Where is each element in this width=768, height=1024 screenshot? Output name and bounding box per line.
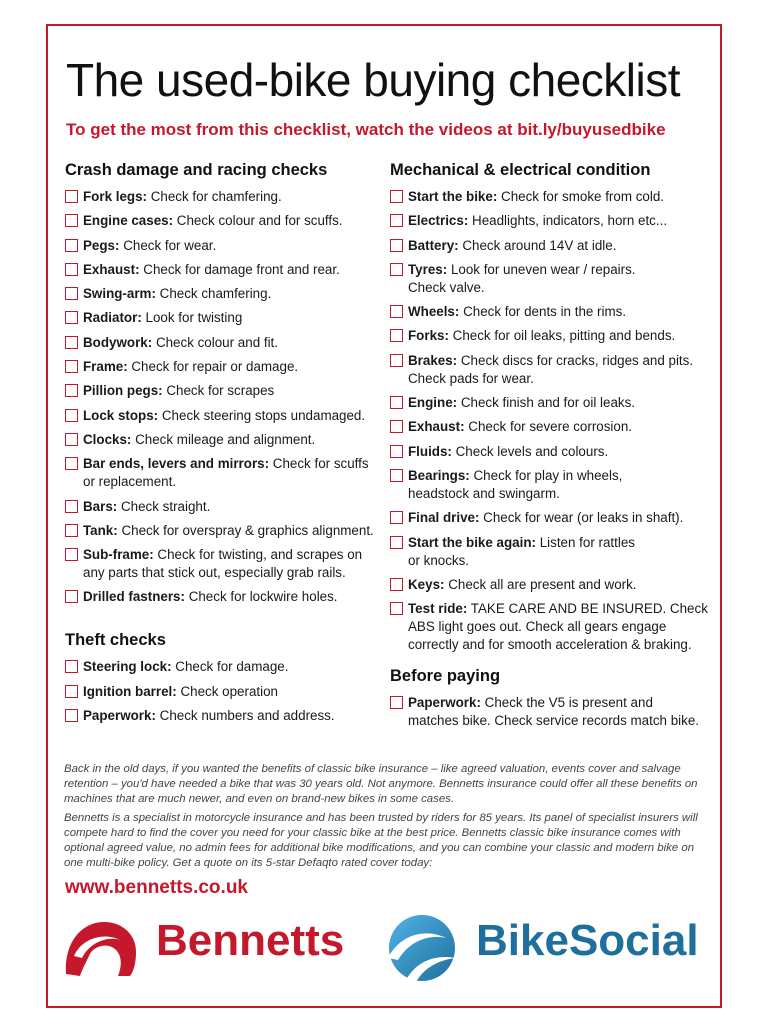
checklist-item-text [83, 498, 210, 516]
checklist-item-label: Sub-frame: [83, 547, 154, 563]
checklist-item-label: Pillion pegs: [83, 383, 163, 399]
checkbox-icon[interactable] [65, 709, 78, 722]
checklist-item [390, 576, 708, 594]
checklist-item [65, 546, 383, 582]
checklist-item-text [408, 394, 635, 412]
checkbox-icon[interactable] [390, 578, 403, 591]
checklist-item-description: Check for scrapes [166, 383, 275, 399]
checklist-item-text [83, 522, 374, 540]
checklist-item-label: Engine cases: [83, 213, 174, 229]
checklist-item [390, 394, 708, 412]
checklist-item-description: Check colour and for scuffs. [176, 213, 343, 229]
checklist-item [65, 658, 383, 676]
checklist-item [390, 467, 708, 503]
checklist-item [65, 407, 383, 425]
checklist-item-text [83, 334, 278, 352]
checklist-item-label: Exhaust: [83, 261, 140, 277]
checklist-item-description: Check for twisting, and scrapes on [157, 547, 363, 563]
checklist-item-label: Frame: [83, 359, 128, 375]
bennetts-url-link[interactable]: www.bennetts.co.uk [65, 877, 248, 898]
checklist-item [390, 303, 708, 321]
checklist-item-description: Check for overspray & graphics alignment. [121, 522, 374, 538]
checklist-item-text [83, 309, 242, 327]
checklist-item-description: Listen for rattles [539, 534, 635, 550]
checklist-item-label: Steering lock: [83, 659, 172, 675]
checklist-item-text [408, 188, 664, 206]
checkbox-icon[interactable] [65, 384, 78, 397]
checklist-item-description: Check for dents in the rims. [463, 304, 627, 320]
checklist-item [65, 358, 383, 376]
checkbox-icon[interactable] [65, 214, 78, 227]
checklist-item-text [83, 407, 365, 425]
checklist-item-description: Check straight. [120, 498, 211, 514]
checklist-item-label: Bars: [83, 498, 118, 514]
checklist-item [390, 534, 708, 570]
checklist-item [65, 309, 383, 327]
insurance-paragraph-1: Back in the old days, if you wanted the benefits of classic bike insurance – like agreed valuation, events cover and salvage retention – you'd have needed a bike that was 30 years old. Not anymore. Bennetts insurance could offer all these benefits on machines that are much newer, and even on brand-new bikes in some cases. [64, 763, 698, 805]
checkbox-icon[interactable] [390, 469, 403, 482]
checklist-item-description: Check mileage and alignment. [135, 431, 316, 447]
checkbox-icon[interactable] [65, 336, 78, 349]
checklist-item-description: Check for repair or damage. [131, 359, 299, 375]
checkbox-icon[interactable] [65, 360, 78, 373]
checkbox-icon[interactable] [390, 536, 403, 549]
checklist-item-description: Check for smoke from cold. [501, 189, 665, 204]
checklist-item-description: Look for twisting [145, 310, 243, 326]
checkbox-icon[interactable] [65, 190, 78, 203]
checklist-item [390, 418, 708, 436]
checkbox-icon[interactable] [65, 263, 78, 276]
checkbox-icon[interactable] [390, 239, 403, 252]
checklist-item-description: Check for play in wheels, [473, 467, 623, 483]
checklist-item-text [83, 358, 298, 376]
checklist-item-description: Check for oil leaks, pitting and bends. [452, 328, 676, 344]
checklist-item-text [408, 418, 632, 436]
checklist-item-continuation: headstock and swingarm. [408, 485, 560, 501]
checklist-item-label: Exhaust: [408, 419, 465, 435]
checklist-item-continuation: any parts that stick out, especially grab rails. [83, 565, 346, 581]
theft-list [65, 658, 383, 725]
checklist-item-description: Check steering stops undamaged. [161, 407, 366, 423]
checklist-item-description: Check chamfering. [159, 286, 272, 302]
checkbox-icon[interactable] [390, 214, 403, 227]
checklist-item [390, 694, 708, 730]
checklist-item-label: Bearings: [408, 467, 470, 483]
checkbox-icon[interactable] [390, 263, 403, 276]
checkbox-icon[interactable] [65, 590, 78, 603]
subtitle-link-text[interactable]: To get the most from this checklist, watch the videos at bit.ly/buyusedbike [66, 120, 666, 139]
checklist-item-description: Check operation [180, 683, 278, 699]
checkbox-icon[interactable] [390, 305, 403, 318]
checklist-item-description: Check all are present and work. [448, 576, 637, 592]
checklist-item-continuation: Check pads for wear. [408, 370, 534, 386]
bennetts-swoosh-icon [60, 912, 140, 982]
checkbox-icon[interactable] [390, 696, 403, 709]
checklist-item-text [83, 285, 271, 303]
checklist-item [65, 382, 383, 400]
checklist-item [390, 443, 708, 461]
checklist-item [65, 431, 383, 449]
checklist-item [390, 212, 708, 230]
checklist-item-description: Check numbers and address. [159, 708, 335, 724]
checklist-item-text [83, 261, 340, 279]
checkbox-icon[interactable] [65, 433, 78, 446]
checkbox-icon[interactable] [65, 500, 78, 513]
checklist-item-label: Drilled fastners: [83, 589, 185, 605]
checklist-item-text [83, 683, 278, 701]
crash-heading: Crash damage and racing checks [65, 161, 328, 179]
checklist-item-text [408, 352, 693, 388]
checklist-item-label: Test ride: [408, 601, 468, 617]
checklist-item-text [83, 658, 288, 676]
checklist-item-description: Check the V5 is present and [484, 695, 653, 711]
checklist-item-label: Ignition barrel: [83, 683, 177, 699]
checklist-item-label: Fork legs: [83, 189, 147, 204]
checklist-item [65, 707, 383, 725]
checklist-item [390, 237, 708, 255]
checkbox-icon[interactable] [390, 602, 403, 615]
bikesocial-swoosh-icon [376, 910, 468, 982]
checkbox-icon[interactable] [390, 420, 403, 433]
checklist-item [390, 327, 708, 345]
checklist-item [65, 212, 383, 230]
checkbox-icon[interactable] [65, 685, 78, 698]
checklist-item-description: Check for damage. [175, 659, 289, 675]
checklist-item-label: Final drive: [408, 510, 480, 526]
checklist-item [65, 285, 383, 303]
checklist-item-continuation: ABS light goes out. Check all gears engage [408, 619, 667, 635]
checklist-item-description: Check for chamfering. [150, 189, 282, 204]
checklist-item-text [83, 382, 274, 400]
checklist-item-continuation: Check valve. [408, 279, 485, 295]
checklist-item-continuation: matches bike. Check service records match bike. [408, 713, 699, 729]
checklist-item-text [408, 327, 675, 345]
checklist-item-continuation: correctly and for smooth acceleration & braking. [408, 637, 692, 653]
checklist-item [65, 588, 383, 606]
checklist-item-label: Clocks: [83, 431, 132, 447]
crash-list [65, 188, 383, 606]
checklist-item-label: Swing-arm: [83, 286, 156, 302]
checklist-item-text [408, 600, 708, 654]
checklist-item-label: Paperwork: [83, 708, 156, 724]
checkbox-icon[interactable] [65, 287, 78, 300]
checklist-item-description: Headlights, indicators, horn etc... [472, 213, 668, 229]
checkbox-icon[interactable] [65, 239, 78, 252]
checklist-item-text [408, 303, 626, 321]
checklist-item-text [83, 455, 369, 491]
checklist-item-description: Check for lockwire holes. [188, 589, 338, 605]
checklist-item-label: Tank: [83, 522, 118, 538]
checklist-item-label: Engine: [408, 395, 458, 411]
mechanical-heading: Mechanical & electrical condition [390, 161, 651, 179]
checklist-item [65, 188, 383, 206]
checklist-item-label: Paperwork: [408, 695, 481, 711]
checklist-item [65, 261, 383, 279]
checklist-item [65, 683, 383, 701]
checklist-item-continuation: or replacement. [83, 474, 177, 490]
insurance-paragraph-2: Bennetts is a specialist in motorcycle insurance and has been trusted by riders for 85 years. Its panel of specialist insurers will compete hard to find the cover you need for your classic bike at the best price. Bennetts classic bike insurance comes with optional agreed value, no admin fees for additional bike modifications, and you can combine your classic and modern bike on one multi-bike policy. Get a quote on its 5-star Defaqto rated cover today: [64, 812, 698, 869]
checklist-item-text [83, 588, 338, 606]
checklist-item-label: Battery: [408, 237, 459, 253]
checklist-item-label: Pegs: [83, 237, 120, 253]
checklist-item-text [408, 576, 637, 594]
checkbox-icon[interactable] [390, 354, 403, 367]
left-column [65, 158, 383, 731]
checklist-item-text [83, 707, 335, 725]
checkbox-icon[interactable] [65, 660, 78, 673]
checklist-item-text [408, 467, 622, 503]
checklist-item-description: Check for damage front and rear. [143, 261, 340, 277]
checklist-item-description: Look for uneven wear / repairs. [450, 261, 636, 277]
checklist-item [390, 509, 708, 527]
checklist-item [390, 600, 708, 654]
bikesocial-wordmark: BikeSocial [476, 916, 699, 965]
mechanical-list [390, 188, 708, 654]
checklist-item-label: Tyres: [408, 261, 448, 277]
checklist-item-label: Fluids: [408, 443, 452, 459]
checklist-item-description: Check levels and colours. [455, 443, 609, 459]
checklist-item-label: Radiator: [83, 310, 142, 326]
checklist-item-continuation: or knocks. [408, 552, 470, 568]
checklist-item-description: Check for wear (or leaks in shaft). [483, 510, 684, 526]
checkbox-icon[interactable] [390, 511, 403, 524]
checklist-item [65, 237, 383, 255]
checklist-item-text [408, 534, 635, 570]
checklist-item-text [408, 694, 699, 730]
checklist-item-text [83, 188, 282, 206]
checklist-item [390, 188, 708, 206]
checklist-item [65, 334, 383, 352]
checkbox-icon[interactable] [390, 190, 403, 203]
checkbox-icon[interactable] [390, 329, 403, 342]
checklist-item-label: Start the bike: [408, 189, 498, 204]
checkbox-icon[interactable] [65, 548, 78, 561]
checklist-item-text [83, 212, 343, 230]
checklist-item [65, 498, 383, 516]
checklist-item-text [408, 261, 636, 297]
checklist-item-text [83, 431, 315, 449]
checklist-item-description: Check colour and fit. [155, 334, 279, 350]
checklist-item-label: Electrics: [408, 213, 469, 229]
checklist-item-label: Lock stops: [83, 407, 159, 423]
checkbox-icon[interactable] [65, 409, 78, 422]
checklist-item-text [408, 212, 667, 230]
checklist-item-description: Check discs for cracks, ridges and pits. [460, 352, 694, 368]
checklist-item-label: Bodywork: [83, 334, 153, 350]
checklist-item-text [83, 237, 216, 255]
checklist-item-text [408, 509, 683, 527]
checklist-item-label: Keys: [408, 576, 445, 592]
checkbox-icon[interactable] [390, 445, 403, 458]
checkbox-icon[interactable] [65, 311, 78, 324]
checkbox-icon[interactable] [65, 524, 78, 537]
checklist-item [65, 522, 383, 540]
checklist-item-label: Brakes: [408, 352, 458, 368]
paying-list [390, 694, 708, 730]
checklist-item [390, 352, 708, 388]
checklist-item-text [83, 546, 362, 582]
checklist-item-description: Check around 14V at idle. [462, 237, 617, 253]
checklist-item-description: Check for wear. [123, 237, 217, 253]
checklist-item-description: Check finish and for oil leaks. [460, 395, 636, 411]
checkbox-icon[interactable] [390, 396, 403, 409]
checklist-item-description: Check for severe corrosion. [468, 419, 633, 435]
checklist-item-description: Check for scuffs [272, 456, 369, 472]
checklist-item-label: Start the bike again: [408, 534, 536, 550]
checklist-item-text [408, 443, 608, 461]
checklist-item-label: Bar ends, levers and mirrors: [83, 456, 270, 472]
checklist-item-text [408, 237, 616, 255]
checklist-item-label: Forks: [408, 328, 449, 344]
checkbox-icon[interactable] [65, 457, 78, 470]
right-column [390, 158, 708, 736]
paying-heading: Before paying [390, 667, 501, 686]
theft-heading: Theft checks [65, 631, 166, 650]
checklist-item [65, 455, 383, 491]
checklist-item-description: TAKE CARE AND BE INSURED. Check [470, 601, 708, 617]
page-title: The used-bike buying checklist [66, 54, 680, 106]
checklist-item-label: Wheels: [408, 304, 460, 320]
checklist-item [390, 261, 708, 297]
bennetts-wordmark: Bennetts [156, 916, 345, 965]
